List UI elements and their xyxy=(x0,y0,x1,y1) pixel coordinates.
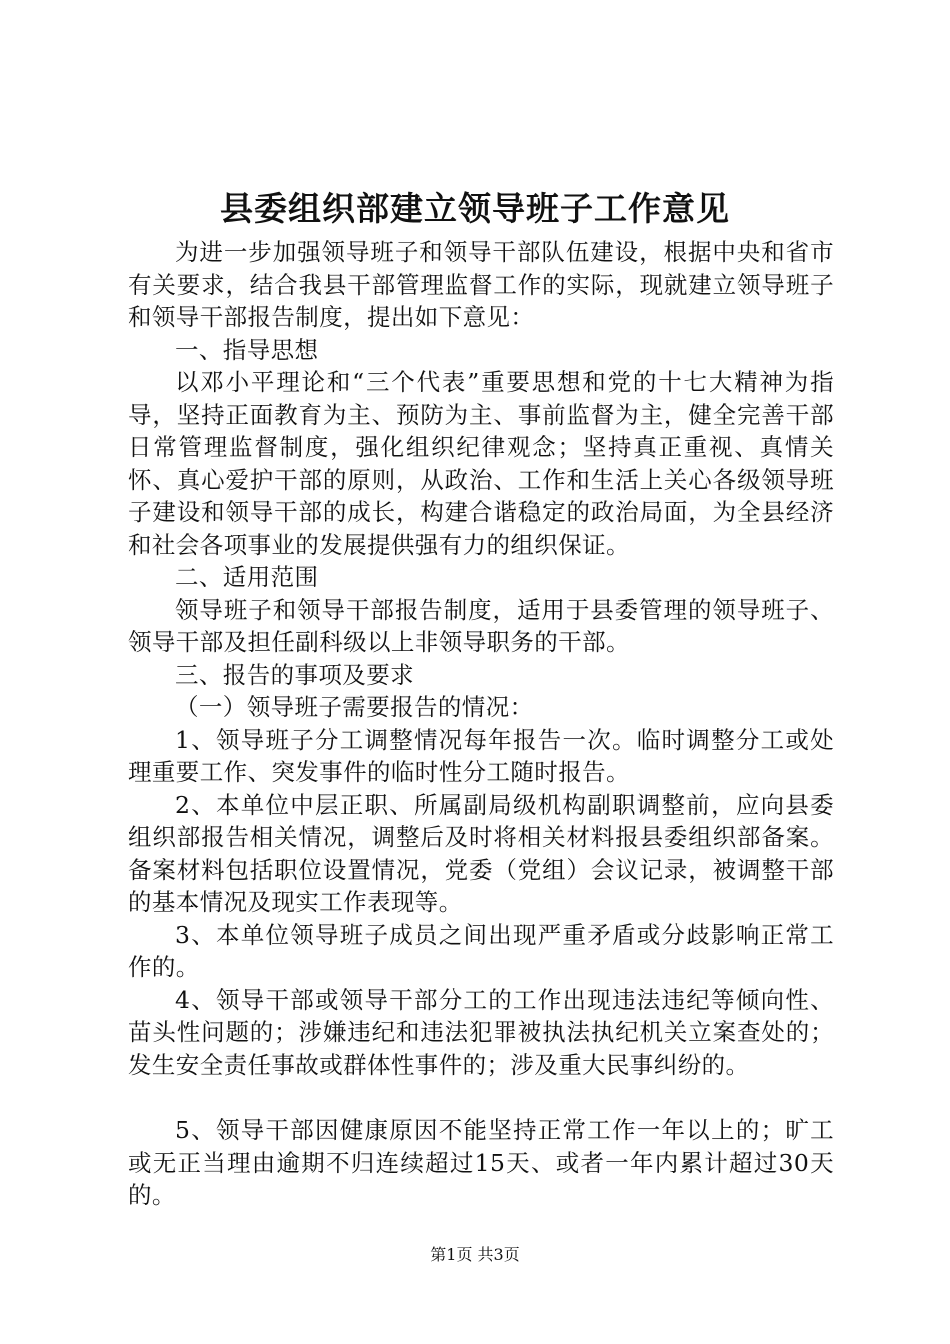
scope-paragraph: 领导班子和领导干部报告制度，适用于县委管理的领导班子、领导干部及担任副科级以上非领导职务的干部。 xyxy=(128,595,834,656)
intro-paragraph: 为进一步加强领导班子和领导干部队伍建设，根据中央和省市有关要求，结合我县干部管理监督工作的实际，现就建立领导班子和领导干部报告制度，提出如下意见： xyxy=(128,238,834,331)
section-heading-scope: 二、适用范围 xyxy=(175,563,319,591)
guiding-ideology-paragraph: 以邓小平理论和“三个代表”重要思想和党的十七大精神为指导，坚持正面教育为主、预防为主、事前监督为主，健全完善干部日常管理监督制度，强化组织纪律观念；坚持真正重视、真情关怀、真心爱护干部的原则，从政治、工作和生活上关心各级领导班子建设和领导干部的成长，构建合谐稳定的政治局面，为全县经济和社会各项事业的发展提供强有力的组织保证。 xyxy=(128,368,834,559)
document-body xyxy=(128,236,834,1212)
page-number-footer: 第1页 共3页 xyxy=(430,1245,520,1264)
section-heading-reporting-items: 三、报告的事项及要求 xyxy=(175,660,414,689)
list-item-4: 4、领导干部或领导干部分工的工作出现违法违纪等倾向性、苗头性问题的；涉嫌违纪和违法犯罪被执法执纪机关立案查处的；发生安全责任事故或群体性事件的；涉及重大民事纠纷的。 xyxy=(128,985,834,1079)
list-item-5: 5、领导干部因健康原因不能坚持正常工作一年以上的；旷工或无正当理由逾期不归连续超过15天、或者一年内累计超过30天的。 xyxy=(128,1116,834,1209)
subsection-heading-team-reports: （一）领导班子需要报告的情况： xyxy=(175,693,534,721)
document-title: 县委组织部建立领导班子工作意见 xyxy=(220,189,730,228)
section-heading-guiding-ideology: 一、指导思想 xyxy=(175,335,319,364)
list-item-2: 2、本单位中层正职、所属副局级机构副职调整前，应向县委组织部报告相关情况，调整后及时将相关材料报县委组织部备案。备案材料包括职位设置情况，党委（党组）会议记录，被调整干部的基本情况及现实工作表现等。 xyxy=(128,790,834,916)
list-item-1: 1、领导班子分工调整情况每年报告一次。临时调整分工或处理重要工作、突发事件的临时性分工随时报告。 xyxy=(128,725,834,786)
list-item-3: 3、本单位领导班子成员之间出现严重矛盾或分歧影响正常工作的。 xyxy=(128,920,834,981)
paragraph-spacer xyxy=(128,1081,834,1114)
